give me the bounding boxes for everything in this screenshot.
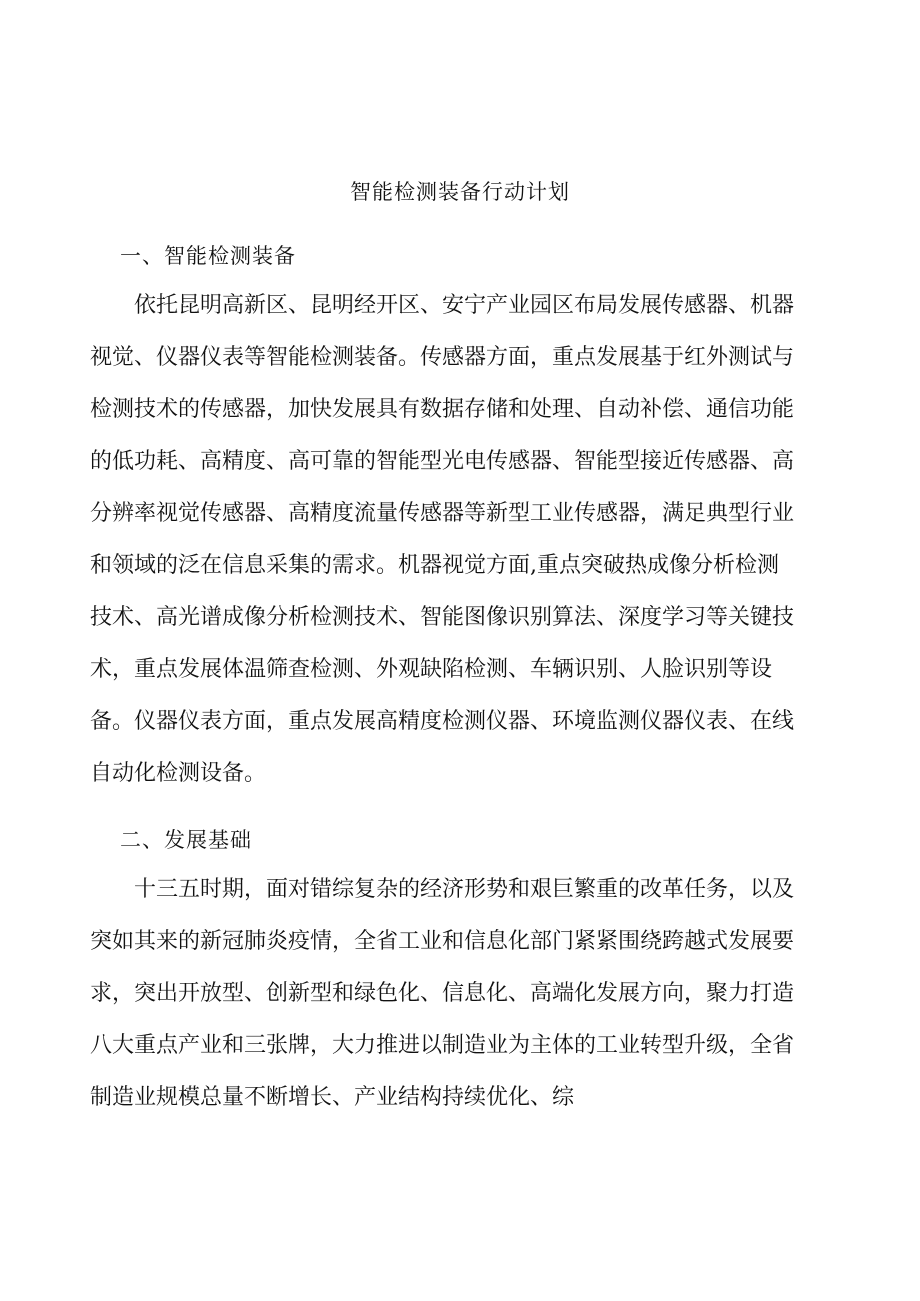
paragraph-line: 制造业规模总量不断增长、产业结构持续优化、综	[90, 1085, 575, 1110]
paragraph-line: 自动化检测设备。	[90, 761, 267, 786]
paragraph-line: 和领域的泛在信息采集的需求。机器视觉方面,重点突破热成像分析检测	[90, 553, 779, 578]
paragraph-line: 八大重点产业和三张牌，大力推进以制造业为主体的工业转型升级，全省	[90, 1033, 795, 1058]
paragraph-line: 分辨率视觉传感器、高精度流量传感器等新型工业传感器，满足典型行业	[90, 501, 795, 526]
paragraph-line: 突如其来的新冠肺炎疫情，全省工业和信息化部门紧紧围绕跨越式发展要	[90, 929, 795, 954]
paragraph-line: 求，突出开放型、创新型和绿色化、信息化、高端化发展方向，聚力打造	[90, 981, 795, 1006]
paragraph-line: 的低功耗、高精度、高可靠的智能型光电传感器、智能型接近传感器、高	[90, 449, 795, 474]
paragraph-line: 备。仪器仪表方面，重点发展高精度检测仪器、环境监测仪器仪表、在线	[90, 709, 795, 734]
section-heading-1: 一、智能检测装备	[120, 244, 296, 268]
paragraph-line: 十三五时期，面对错综复杂的经济形势和艰巨繁重的改革任务，以及	[134, 877, 795, 902]
paragraph-line: 术，重点发展体温筛查检测、外观缺陷检测、车辆识别、人脸识别等设	[90, 657, 773, 682]
paragraph-line: 依托昆明高新区、昆明经开区、安宁产业园区布局发展传感器、机器	[134, 293, 795, 318]
paragraph-line: 视觉、仪器仪表等智能检测装备。传感器方面，重点发展基于红外测试与	[90, 345, 795, 370]
document-title: 智能检测装备行动计划	[350, 180, 570, 204]
paragraph-line: 技术、高光谱成像分析检测技术、智能图像识别算法、深度学习等关键技	[90, 605, 795, 630]
paragraph-line: 检测技术的传感器，加快发展具有数据存储和处理、自动补偿、通信功能	[90, 397, 795, 422]
section-paragraph-2	[90, 864, 835, 1124]
section-heading-2: 二、发展基础	[120, 828, 252, 852]
section-paragraph-1	[90, 280, 835, 800]
